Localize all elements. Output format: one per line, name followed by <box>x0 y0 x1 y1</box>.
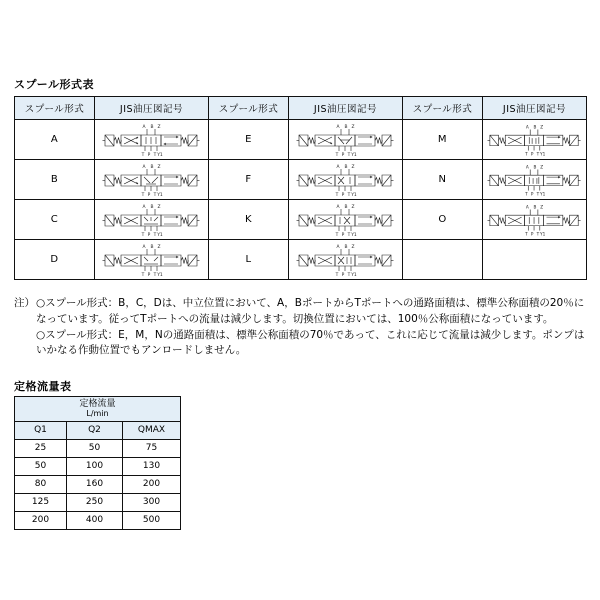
svg-text:Y1: Y1 <box>539 190 545 196</box>
svg-text:P: P <box>147 192 150 197</box>
port-label-t: T <box>141 152 144 157</box>
svg-text:Y1: Y1 <box>350 272 357 277</box>
svg-text:B: B <box>343 164 348 170</box>
svg-text:P: P <box>341 232 344 237</box>
svg-text:Z: Z <box>539 203 543 209</box>
column-header-rated-flow <box>15 397 181 422</box>
svg-text:Y1: Y1 <box>350 232 357 237</box>
note-marker-icon: ○ <box>36 297 46 309</box>
port-label-p: P <box>147 152 150 157</box>
spool-code-m: M <box>403 120 483 160</box>
svg-text:T: T <box>347 232 350 237</box>
svg-text:Y1: Y1 <box>156 272 163 277</box>
svg-text:B: B <box>533 163 536 169</box>
port-label-t1: T <box>153 152 156 157</box>
svg-text:Y1: Y1 <box>539 150 545 156</box>
note-text-2: スプール形式：E，M，Nの通路面積は、標準公称面積の70％であって、これに応じて流量は減少します。ポンプはいかなる作動位置でもアンロードしません。 <box>36 328 585 357</box>
svg-text:A: A <box>141 244 146 250</box>
table-row <box>15 160 587 200</box>
cell-q2: 100 <box>67 458 123 476</box>
svg-text:T: T <box>335 152 338 157</box>
svg-text:Z: Z <box>539 123 543 129</box>
column-header-spool-2: スプール形式 <box>209 97 289 120</box>
port-label-b: B <box>149 124 154 130</box>
cell-qmax: 130 <box>123 458 181 476</box>
spool-code-f: F <box>209 160 289 200</box>
column-header-q1: Q1 <box>15 422 67 440</box>
cell-q2: 50 <box>67 440 123 458</box>
jis-symbol-empty <box>483 240 587 280</box>
spool-type-table <box>14 96 587 280</box>
rated-flow-label: 定格流量 <box>79 398 116 409</box>
table-row <box>15 200 587 240</box>
svg-text:Y1: Y1 <box>350 152 357 157</box>
svg-text:Y1: Y1 <box>156 192 163 197</box>
svg-text:A: A <box>525 203 529 209</box>
table-header-row-group <box>15 397 181 422</box>
svg-text:B: B <box>343 124 348 130</box>
port-label-a: A <box>141 124 146 130</box>
jis-symbol-c <box>95 200 209 240</box>
svg-text:Z: Z <box>156 244 161 250</box>
svg-text:Z: Z <box>156 204 161 210</box>
cell-qmax: 75 <box>123 440 181 458</box>
table-row <box>15 120 587 160</box>
table-row <box>15 440 181 458</box>
svg-text:Z: Z <box>156 164 161 170</box>
svg-text:T: T <box>347 272 350 277</box>
column-header-symbol-2: JIS油圧図記号 <box>289 97 403 120</box>
svg-text:A: A <box>335 124 340 130</box>
svg-text:B: B <box>149 204 154 210</box>
jis-symbol-n <box>483 160 587 200</box>
spool-table-title: スプール形式表 <box>14 78 94 91</box>
spool-code-k: K <box>209 200 289 240</box>
svg-text:P: P <box>530 230 533 236</box>
column-header-spool-3: スプール形式 <box>403 97 483 120</box>
spool-code-n: N <box>403 160 483 200</box>
jis-symbol-k <box>289 200 403 240</box>
notes-block <box>14 296 590 359</box>
svg-text:Z: Z <box>350 124 355 130</box>
svg-text:T: T <box>524 190 528 196</box>
note-marker-icon: ○ <box>36 328 46 341</box>
svg-text:T: T <box>153 192 156 197</box>
svg-text:A: A <box>525 123 529 129</box>
svg-text:P: P <box>147 272 150 277</box>
svg-text:A: A <box>525 163 529 169</box>
svg-text:T: T <box>141 272 144 277</box>
rated-flow-table <box>14 396 181 530</box>
svg-text:B: B <box>149 164 154 170</box>
cell-qmax: 200 <box>123 476 181 494</box>
cell-q2: 160 <box>67 476 123 494</box>
cell-q2: 250 <box>67 494 123 512</box>
cell-q1: 25 <box>15 440 67 458</box>
cell-q2: 400 <box>67 512 123 530</box>
svg-text:Y1: Y1 <box>350 192 357 197</box>
svg-text:P: P <box>530 190 533 196</box>
port-label-z: Z <box>156 124 161 130</box>
svg-text:B: B <box>533 203 536 209</box>
svg-text:A: A <box>335 244 340 250</box>
jis-symbol-b <box>95 160 209 200</box>
svg-text:A: A <box>335 204 340 210</box>
note-item-1 <box>14 296 590 328</box>
svg-text:T: T <box>335 232 338 237</box>
svg-text:T: T <box>347 152 350 157</box>
svg-text:Z: Z <box>350 204 355 210</box>
column-header-symbol-3: JIS油圧図記号 <box>483 97 587 120</box>
cell-q1: 50 <box>15 458 67 476</box>
svg-text:T: T <box>536 150 539 156</box>
cell-q1: 80 <box>15 476 67 494</box>
table-row <box>15 458 181 476</box>
svg-text:Z: Z <box>539 163 543 169</box>
svg-text:Y1: Y1 <box>156 232 163 237</box>
svg-text:T: T <box>524 230 528 236</box>
svg-text:T: T <box>141 192 144 197</box>
jis-symbol-m <box>483 120 587 160</box>
svg-text:B: B <box>533 123 536 129</box>
spool-code-c: C <box>15 200 95 240</box>
table-header-row <box>15 422 181 440</box>
table-row <box>15 512 181 530</box>
svg-text:P: P <box>147 232 150 237</box>
note-item-2 <box>14 328 590 360</box>
jis-symbol-l <box>289 240 403 280</box>
svg-text:B: B <box>343 204 348 210</box>
svg-text:T: T <box>335 272 338 277</box>
table-row <box>15 240 587 280</box>
svg-text:P: P <box>530 150 533 156</box>
spool-code-o: O <box>403 200 483 240</box>
svg-text:Y1: Y1 <box>539 230 545 236</box>
column-header-q2: Q2 <box>67 422 123 440</box>
spool-code-b: B <box>15 160 95 200</box>
svg-text:P: P <box>341 152 344 157</box>
port-label-y1: Y1 <box>156 152 163 157</box>
spool-code-l: L <box>209 240 289 280</box>
svg-text:B: B <box>149 244 154 250</box>
svg-text:T: T <box>153 272 156 277</box>
svg-text:A: A <box>335 164 340 170</box>
cell-q1: 200 <box>15 512 67 530</box>
rated-flow-unit: L/min <box>86 408 109 418</box>
note-label: 注） <box>14 297 35 309</box>
svg-text:T: T <box>141 232 144 237</box>
table-row <box>15 494 181 512</box>
jis-symbol-f <box>289 160 403 200</box>
cell-qmax: 500 <box>123 512 181 530</box>
svg-text:A: A <box>141 204 146 210</box>
svg-text:T: T <box>536 230 539 236</box>
cell-qmax: 300 <box>123 494 181 512</box>
flow-table-title: 定格流量表 <box>14 380 72 393</box>
column-header-symbol-1: JIS油圧図記号 <box>95 97 209 120</box>
svg-text:T: T <box>335 192 338 197</box>
svg-text:Z: Z <box>350 244 355 250</box>
column-header-spool-1: スプール形式 <box>15 97 95 120</box>
jis-symbol-d <box>95 240 209 280</box>
spool-code-d: D <box>15 240 95 280</box>
jis-symbol-e <box>289 120 403 160</box>
svg-text:T: T <box>347 192 350 197</box>
svg-text:B: B <box>343 244 348 250</box>
svg-text:P: P <box>341 272 344 277</box>
svg-text:T: T <box>153 232 156 237</box>
svg-text:Z: Z <box>350 164 355 170</box>
jis-symbol-a <box>95 120 209 160</box>
svg-text:T: T <box>536 190 539 196</box>
svg-text:P: P <box>341 192 344 197</box>
svg-text:A: A <box>141 164 146 170</box>
cell-q1: 125 <box>15 494 67 512</box>
table-header-row <box>15 97 587 120</box>
spool-code-e: E <box>209 120 289 160</box>
column-header-qmax: QMAX <box>123 422 181 440</box>
spool-code-a: A <box>15 120 95 160</box>
jis-symbol-o <box>483 200 587 240</box>
spool-code-empty <box>403 240 483 280</box>
table-row <box>15 476 181 494</box>
svg-text:T: T <box>524 150 528 156</box>
note-text-1: スプール形式：B，C，Dは、中立位置において、A，BポートからTポートへの通路面積は、標準公称面積の20％になっています。従ってTポートへの流量は減少します。切換位置においては、100％公称面積になっています。 <box>36 297 585 325</box>
